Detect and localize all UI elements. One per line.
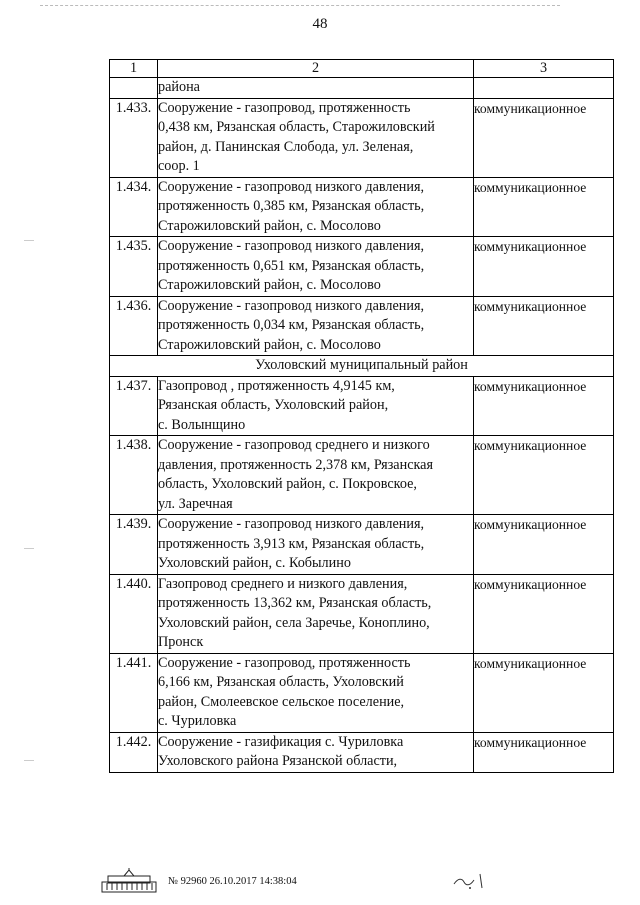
description-line: с. Чуриловка — [158, 713, 237, 729]
scan-top-rule — [40, 5, 560, 6]
description-line: ул. Заречная — [158, 495, 233, 512]
handwritten-signature-icon — [450, 870, 490, 892]
table-row — [110, 296, 614, 356]
table-header-row — [110, 60, 614, 78]
item-description — [158, 732, 474, 772]
column-header-number: 1 — [110, 60, 158, 78]
continuation-row — [110, 78, 614, 99]
description-line: район, д. Панинская Слобода, ул. Зеленая, — [158, 138, 414, 155]
item-kind: коммуникационное — [474, 177, 614, 237]
description-line: 6,166 км, Рязанская область, Ухоловский — [158, 674, 404, 690]
description-line: область, Ухоловский район, с. Покровское, — [158, 476, 417, 492]
table-row — [110, 653, 614, 732]
item-number: 1.439. — [110, 515, 158, 575]
item-description — [158, 515, 474, 575]
property-registry-table — [109, 59, 614, 773]
description-line: Сооружение - газопровод низкого давления, — [158, 297, 425, 314]
table-row — [110, 515, 614, 575]
item-number: 1.442. — [110, 732, 158, 772]
continuation-number-cell — [110, 78, 158, 99]
item-number: 1.436. — [110, 296, 158, 356]
table-row — [110, 376, 614, 436]
description-line: Рязанская область, Ухоловский район, — [158, 397, 389, 413]
item-description — [158, 177, 474, 237]
section-header-row — [110, 356, 614, 377]
column-header-kind: 3 — [474, 60, 614, 78]
item-kind: коммуникационное — [474, 515, 614, 575]
description-line: Сооружение - газопровод низкого давления, — [158, 238, 425, 254]
description-line: соор. 1 — [158, 158, 200, 174]
description-line: давления, протяженность 2,378 км, Рязанская — [158, 456, 433, 473]
item-description — [158, 653, 474, 732]
table-row — [110, 237, 614, 297]
table-row — [110, 732, 614, 772]
description-line: Сооружение - газопровод, протяженность — [158, 99, 411, 116]
item-number: 1.438. — [110, 436, 158, 515]
description-line: протяженность 13,362 км, Рязанская область, — [158, 595, 432, 611]
description-line: Ухоловского района Рязанской области, — [158, 753, 398, 769]
item-kind: коммуникационное — [474, 296, 614, 356]
table-row — [110, 98, 614, 177]
document-footer-stamp — [100, 868, 620, 896]
description-line: Старожиловский район, с. Мосолово — [158, 336, 381, 353]
table-row — [110, 177, 614, 237]
description-line: с. Волынщино — [158, 416, 246, 433]
continuation-kind-cell — [474, 78, 614, 99]
registration-stamp-text: № 92960 26.10.2017 14:38:04 — [168, 876, 297, 887]
item-description — [158, 376, 474, 436]
item-description — [158, 237, 474, 297]
description-line: Ухоловский район, с. Кобылино — [158, 555, 351, 571]
table-row — [110, 574, 614, 653]
item-description — [158, 296, 474, 356]
description-line: Пронск — [158, 634, 204, 650]
item-number: 1.437. — [110, 376, 158, 436]
description-line: Сооружение - газопровод среднего и низкого — [158, 437, 430, 453]
item-number: 1.440. — [110, 574, 158, 653]
description-line: протяженность 3,913 км, Рязанская область, — [158, 535, 425, 552]
item-kind: коммуникационное — [474, 376, 614, 436]
item-description — [158, 98, 474, 177]
description-line: 0,438 км, Рязанская область, Старожиловский — [158, 119, 435, 135]
description-line: района — [158, 79, 200, 95]
item-kind: коммуникационное — [474, 574, 614, 653]
item-kind: коммуникационное — [474, 436, 614, 515]
item-number: 1.441. — [110, 653, 158, 732]
item-kind: коммуникационное — [474, 98, 614, 177]
item-kind: коммуникационное — [474, 732, 614, 772]
government-building-seal-icon — [100, 868, 158, 894]
column-header-description: 2 — [158, 60, 474, 78]
description-line: Газопровод среднего и низкого давления, — [158, 575, 408, 592]
table-row — [110, 436, 614, 515]
description-line: Сооружение - газопровод низкого давления, — [158, 516, 425, 532]
description-line: Сооружение - газопровод низкого давления, — [158, 178, 425, 195]
item-kind: коммуникационное — [474, 653, 614, 732]
page-number: 48 — [312, 16, 328, 32]
description-line: Старожиловский район, с. Мосолово — [158, 277, 381, 293]
scan-margin-mark — [24, 240, 34, 241]
section-title: Ухоловский муниципальный район — [110, 356, 614, 377]
scan-margin-mark — [24, 760, 34, 761]
item-kind: коммуникационное — [474, 237, 614, 297]
description-line: район, Смолеевское сельское поселение, — [158, 693, 405, 710]
description-line: протяженность 0,651 км, Рязанская область, — [158, 257, 425, 274]
item-number: 1.433. — [110, 98, 158, 177]
item-description — [158, 574, 474, 653]
item-number: 1.434. — [110, 177, 158, 237]
continuation-description-cell — [158, 78, 474, 99]
description-line: протяженность 0,034 км, Рязанская область, — [158, 317, 425, 333]
description-line: Сооружение - газопровод, протяженность — [158, 654, 411, 671]
description-line: Газопровод , протяженность 4,9145 км, — [158, 377, 395, 394]
description-line: протяженность 0,385 км, Рязанская область, — [158, 198, 425, 214]
description-line: Ухоловский район, села Заречье, Коноплино, — [158, 614, 430, 631]
description-line: Старожиловский район, с. Мосолово — [158, 217, 381, 234]
description-line: Сооружение - газификация с. Чуриловка — [158, 733, 404, 750]
item-description — [158, 436, 474, 515]
scan-margin-mark — [24, 548, 34, 549]
item-number: 1.435. — [110, 237, 158, 297]
